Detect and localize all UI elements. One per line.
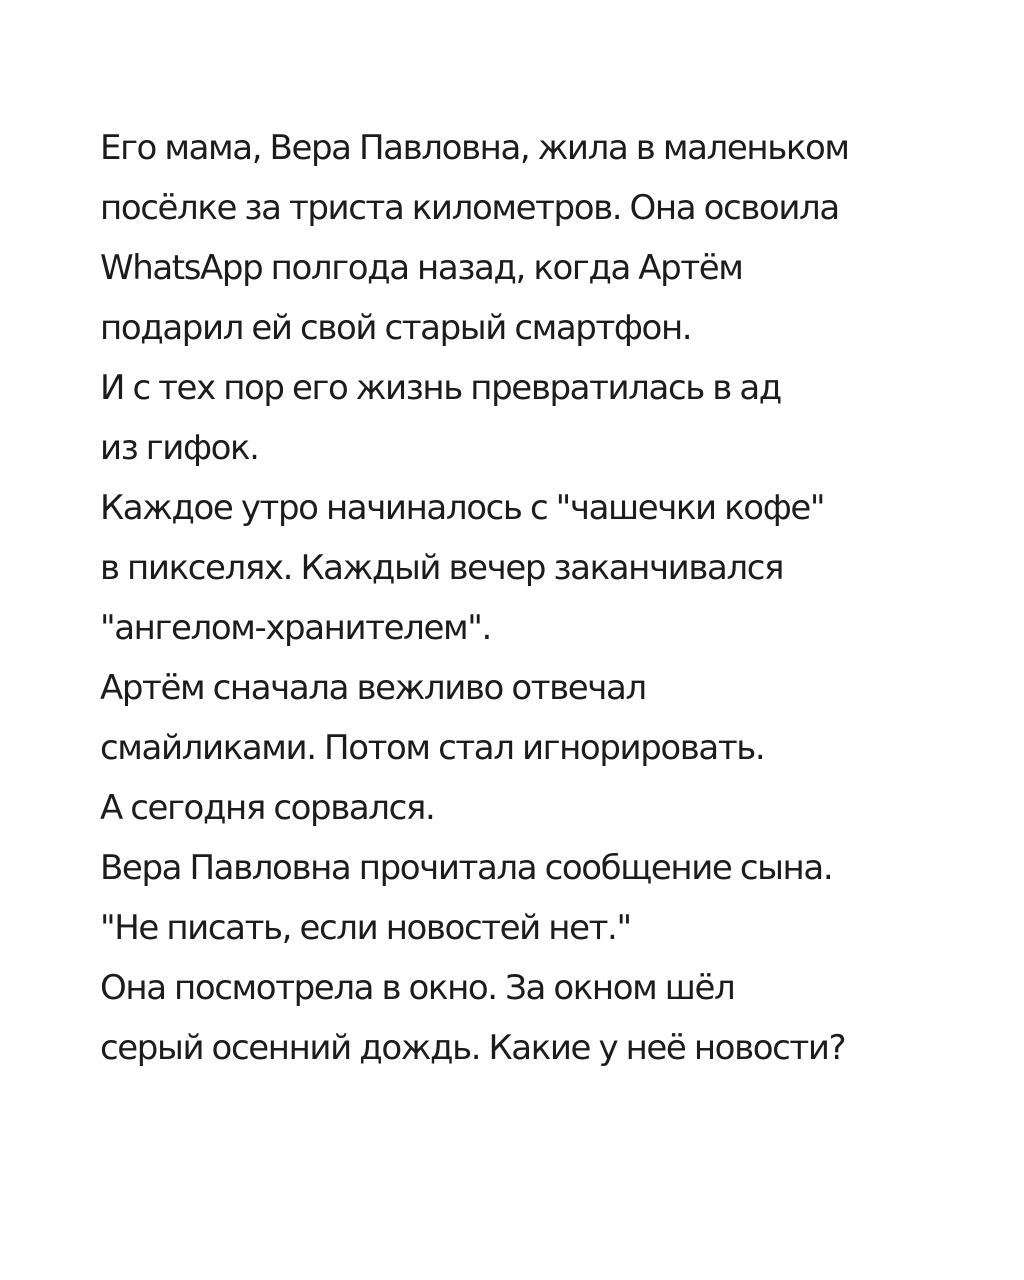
story-line: А сегодня сорвался. <box>100 788 435 828</box>
story-line: посёлке за триста километров. Она освоила <box>100 188 839 228</box>
story-line: Каждое утро начиналось с "чашечки кофе" <box>100 488 825 528</box>
story-line: Она посмотрела в окно. За окном шёл <box>100 968 735 1008</box>
story-line: в пикселях. Каждый вечер заканчивался <box>100 548 784 588</box>
story-line: подарил ей свой старый смартфон. <box>100 308 692 348</box>
story-line: серый осенний дождь. Какие у неё новости? <box>100 1028 846 1068</box>
story-text <box>100 118 960 1078</box>
story-line: Его мама, Вера Павловна, жила в маленьком <box>100 128 849 168</box>
story-line: WhatsApp полгода назад, когда Артём <box>100 248 743 288</box>
story-line: Вера Павловна прочитала сообщение сына. <box>100 848 833 888</box>
story-line: из гифок. <box>100 428 259 468</box>
story-line: "ангелом-хранителем". <box>100 608 491 648</box>
story-line: И с тех пор его жизнь превратилась в ад <box>100 368 781 408</box>
story-line: "Не писать, если новостей нет." <box>100 908 631 948</box>
story-line: Артём сначала вежливо отвечал <box>100 668 646 708</box>
story-line: смайликами. Потом стал игнорировать. <box>100 728 765 768</box>
